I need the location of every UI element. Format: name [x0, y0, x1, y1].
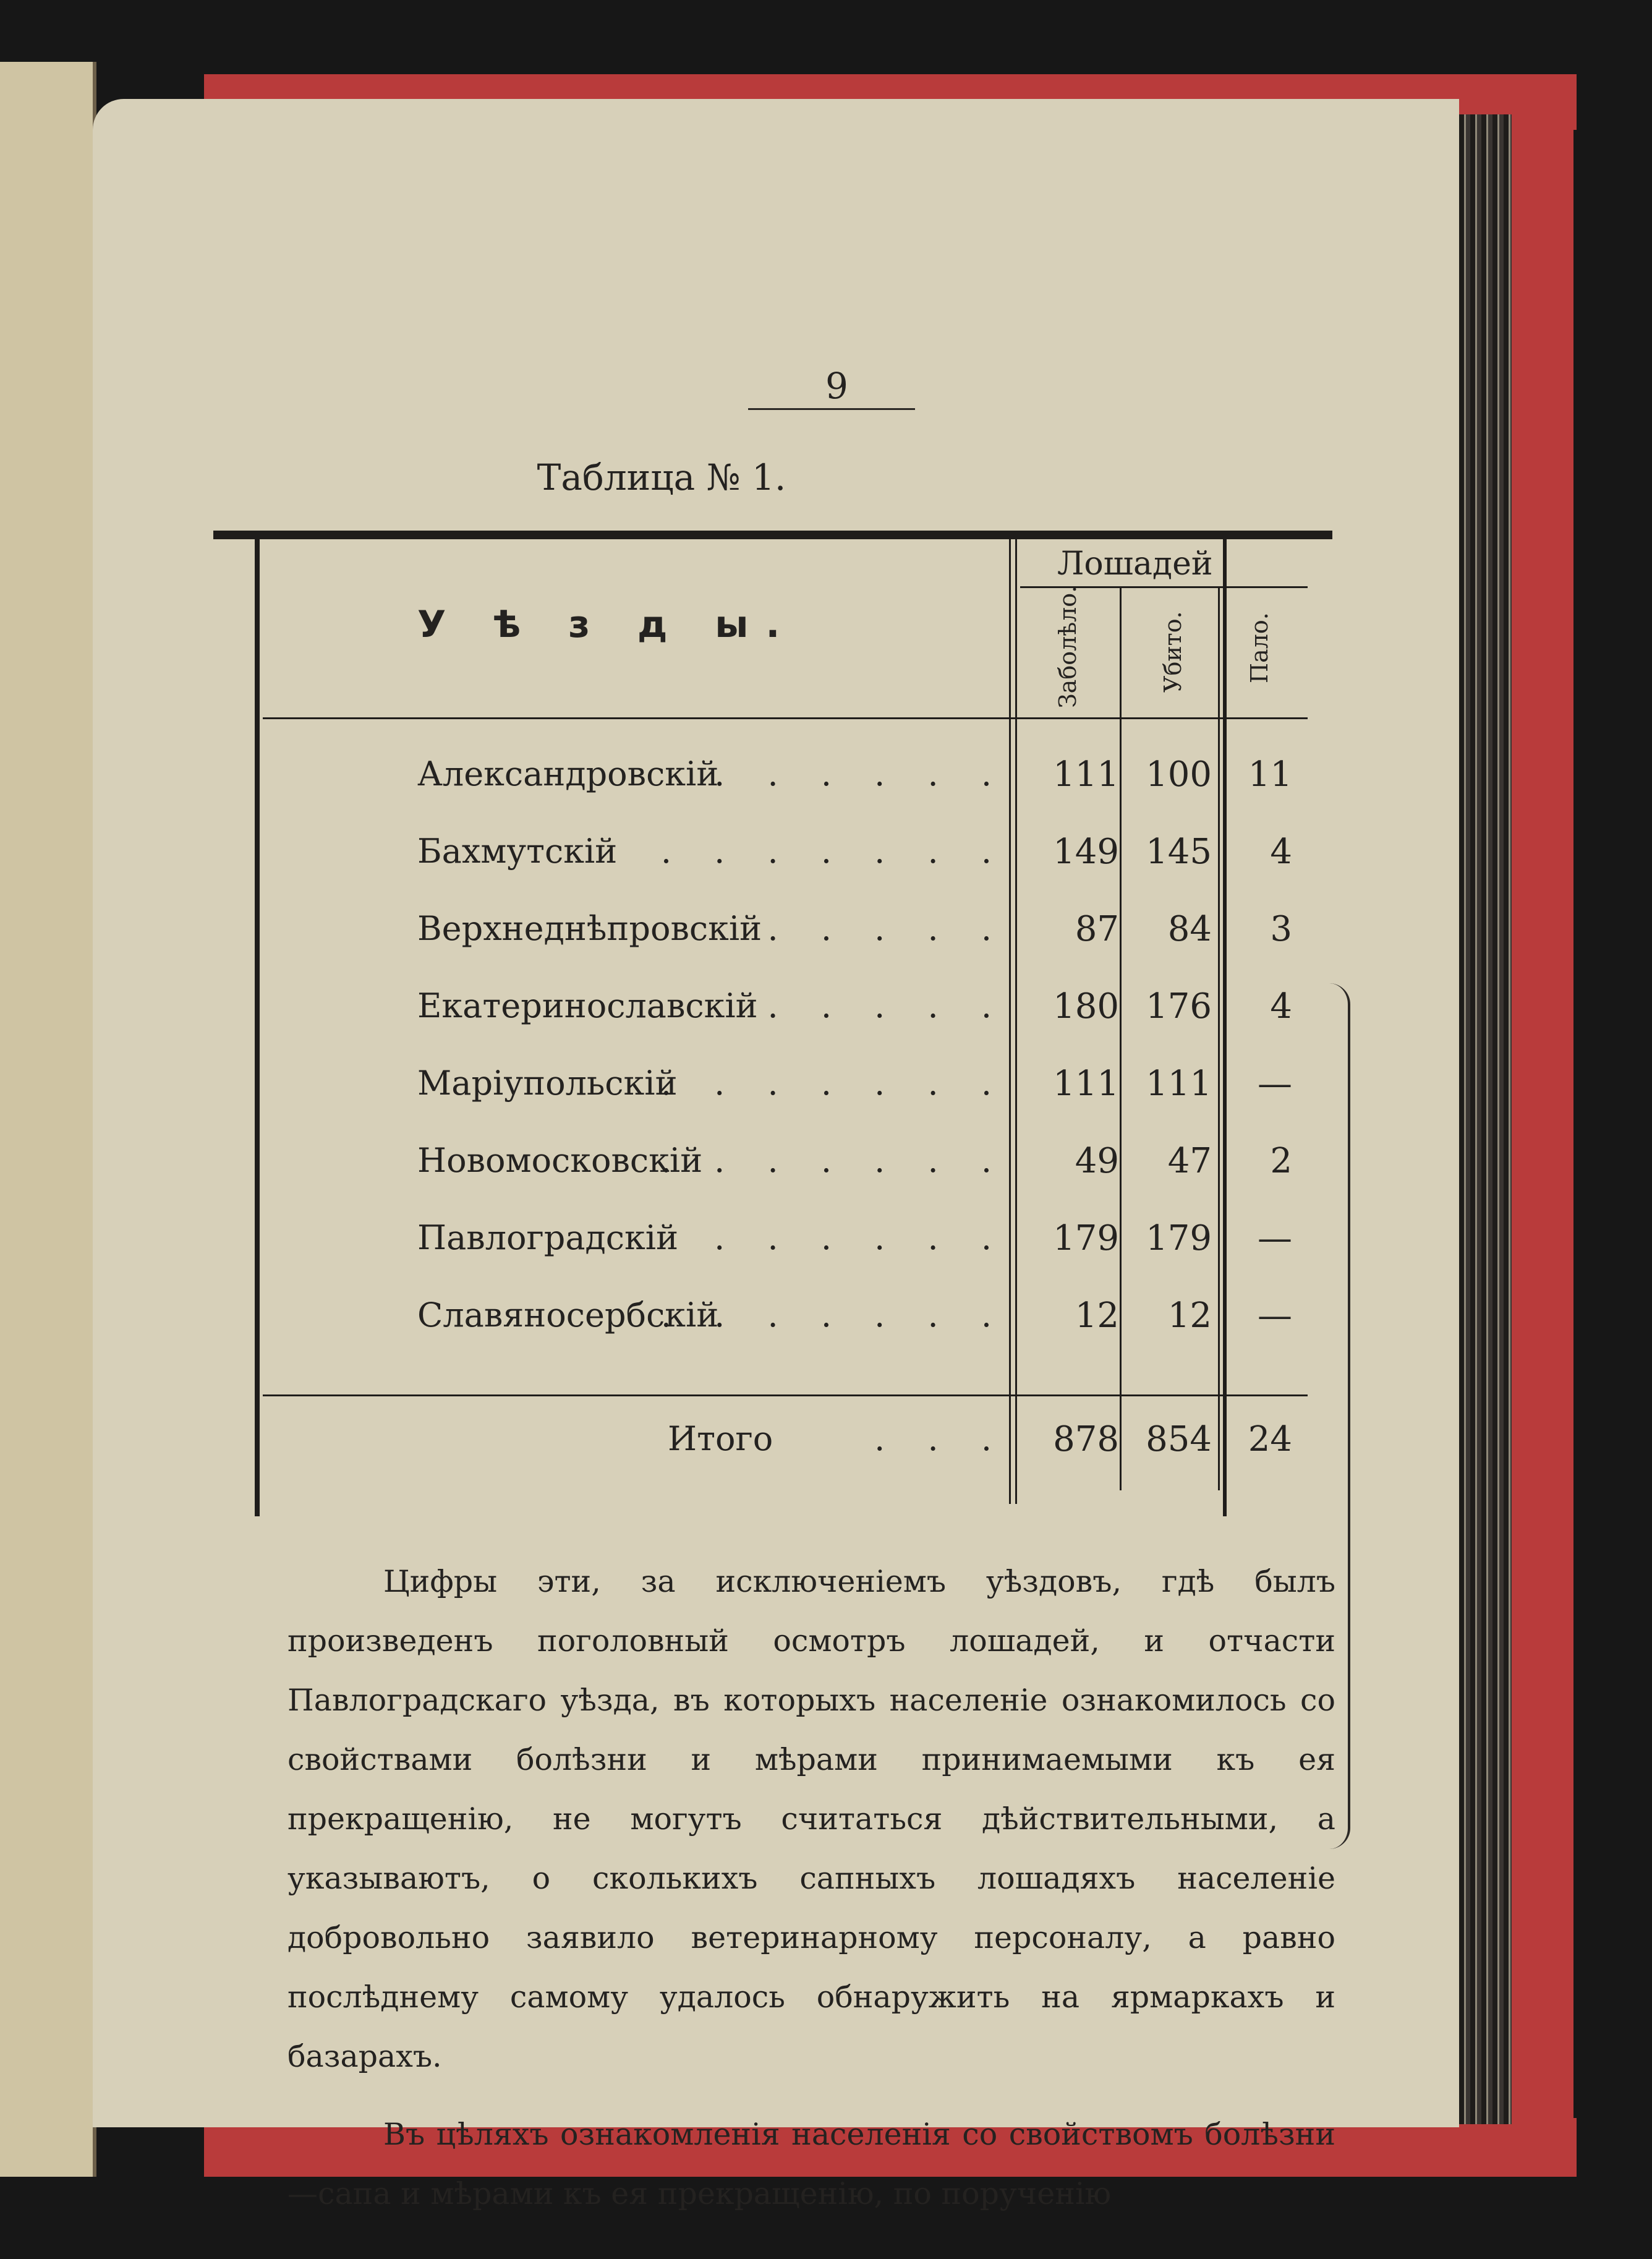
died-value: 4 [1270, 986, 1292, 1027]
died-value: 3 [1270, 909, 1292, 949]
district-name: Бахмутскій [417, 832, 618, 871]
paragraph: Цифры эти, за исключеніемъ уѣздовъ, гдѣ былъ произведенъ поголовный осмотръ лошадей, и отчасти Павлоградскаго уѣзда, въ которыхъ населеніе ознакомилось со свойствами болѣзни и мѣрами принимаемыми къ ея прекращенію, не могутъ считаться дѣйствительными, а указываютъ, о сколькихъ сапныхъ лошадяхъ населеніе добровольно заявило ветеринарному персоналу, а равно послѣднему самому удалось обнаружить на ярмаркахъ и базарахъ. [287, 1564, 1335, 2074]
district-name: Павлоградскій [417, 1218, 679, 1257]
died-value: 2 [1270, 1141, 1292, 1181]
col-rule-3 [1218, 587, 1220, 1490]
book-page [93, 99, 1459, 2211]
table-right-rule [1223, 539, 1227, 1516]
leader-dots: . . . . . . . [660, 832, 1008, 871]
sick-value: 12 [1075, 1296, 1119, 1336]
district-name: Верхнеднѣпровскій [417, 909, 762, 948]
total-died: 24 [1248, 1419, 1292, 1459]
page-number: 9 [825, 365, 848, 407]
sick-value: 179 [1053, 1218, 1119, 1258]
header-rule [263, 717, 1308, 719]
district-name: Александровскій [417, 754, 719, 793]
leader-dots: . . . . . . . [660, 1296, 1008, 1334]
killed-header: Убито. [1159, 611, 1186, 693]
district-name: Екатеринославскій [417, 986, 758, 1025]
killed-value: 12 [1167, 1296, 1212, 1336]
died-value: 4 [1270, 832, 1292, 872]
district-name: Славяносербскій [417, 1296, 719, 1334]
killed-value: 145 [1146, 832, 1212, 872]
total-rule [263, 1394, 1308, 1396]
leader-dots: . . . . . [767, 909, 1008, 948]
leader-dots: . . . . . . . [660, 1064, 1008, 1103]
total-killed: 854 [1146, 1419, 1212, 1459]
col-rule-1 [1009, 539, 1011, 1504]
table-top-rule [213, 531, 1332, 539]
killed-value: 176 [1146, 986, 1212, 1027]
page-number-rule [748, 408, 915, 410]
district-name: Маріупольскій [417, 1064, 678, 1103]
killed-value: 179 [1146, 1218, 1212, 1258]
table-title-text: Таблица № 1. [537, 456, 786, 498]
leader-dots: . . . . . . [714, 1218, 1008, 1257]
page-edges [1459, 114, 1512, 2124]
body-text [287, 1552, 1335, 2224]
margin-bracket [1329, 983, 1350, 1849]
districts-header: У ѣ з д ы. [417, 603, 798, 646]
total-label: Итого [668, 1419, 773, 1458]
sick-value: 87 [1075, 909, 1119, 949]
sick-value: 49 [1075, 1141, 1119, 1181]
facing-page [0, 62, 96, 2177]
col-rule-1b [1015, 539, 1017, 1504]
died-value: 11 [1248, 754, 1292, 795]
died-header: Пало. [1246, 612, 1273, 683]
killed-value: 100 [1146, 754, 1212, 795]
col-rule-2 [1120, 587, 1122, 1490]
died-value: — [1258, 1296, 1292, 1336]
total-sick: 878 [1053, 1419, 1119, 1459]
died-value: — [1258, 1218, 1292, 1258]
killed-value: 47 [1167, 1141, 1212, 1181]
book-cover-right [1512, 74, 1573, 2177]
table-left-rule [255, 539, 260, 1516]
sick-value: 180 [1053, 986, 1119, 1027]
killed-value: 111 [1146, 1064, 1212, 1104]
leader-dots: . . . . . [767, 986, 1008, 1025]
paragraph: Въ цѣляхъ ознакомленія населенія со свойствомъ болѣзни—сапа и мѣрами къ ея прекращенію, по порученію [287, 2117, 1335, 2211]
sick-value: 111 [1053, 754, 1119, 795]
leader-dots: . . . . . . . [660, 1141, 1008, 1180]
sick-header: Заболѣло. [1054, 585, 1081, 708]
died-value: — [1258, 1064, 1292, 1104]
horses-header: Лошадей [1057, 545, 1213, 583]
sick-value: 149 [1053, 832, 1119, 872]
leader-dots: . . . [874, 1419, 1008, 1458]
district-name: Новомосковскій [417, 1141, 703, 1180]
sick-value: 111 [1053, 1064, 1119, 1104]
leader-dots: . . . . . . [714, 754, 1008, 793]
table-title [93, 456, 1459, 498]
killed-value: 84 [1167, 909, 1212, 949]
